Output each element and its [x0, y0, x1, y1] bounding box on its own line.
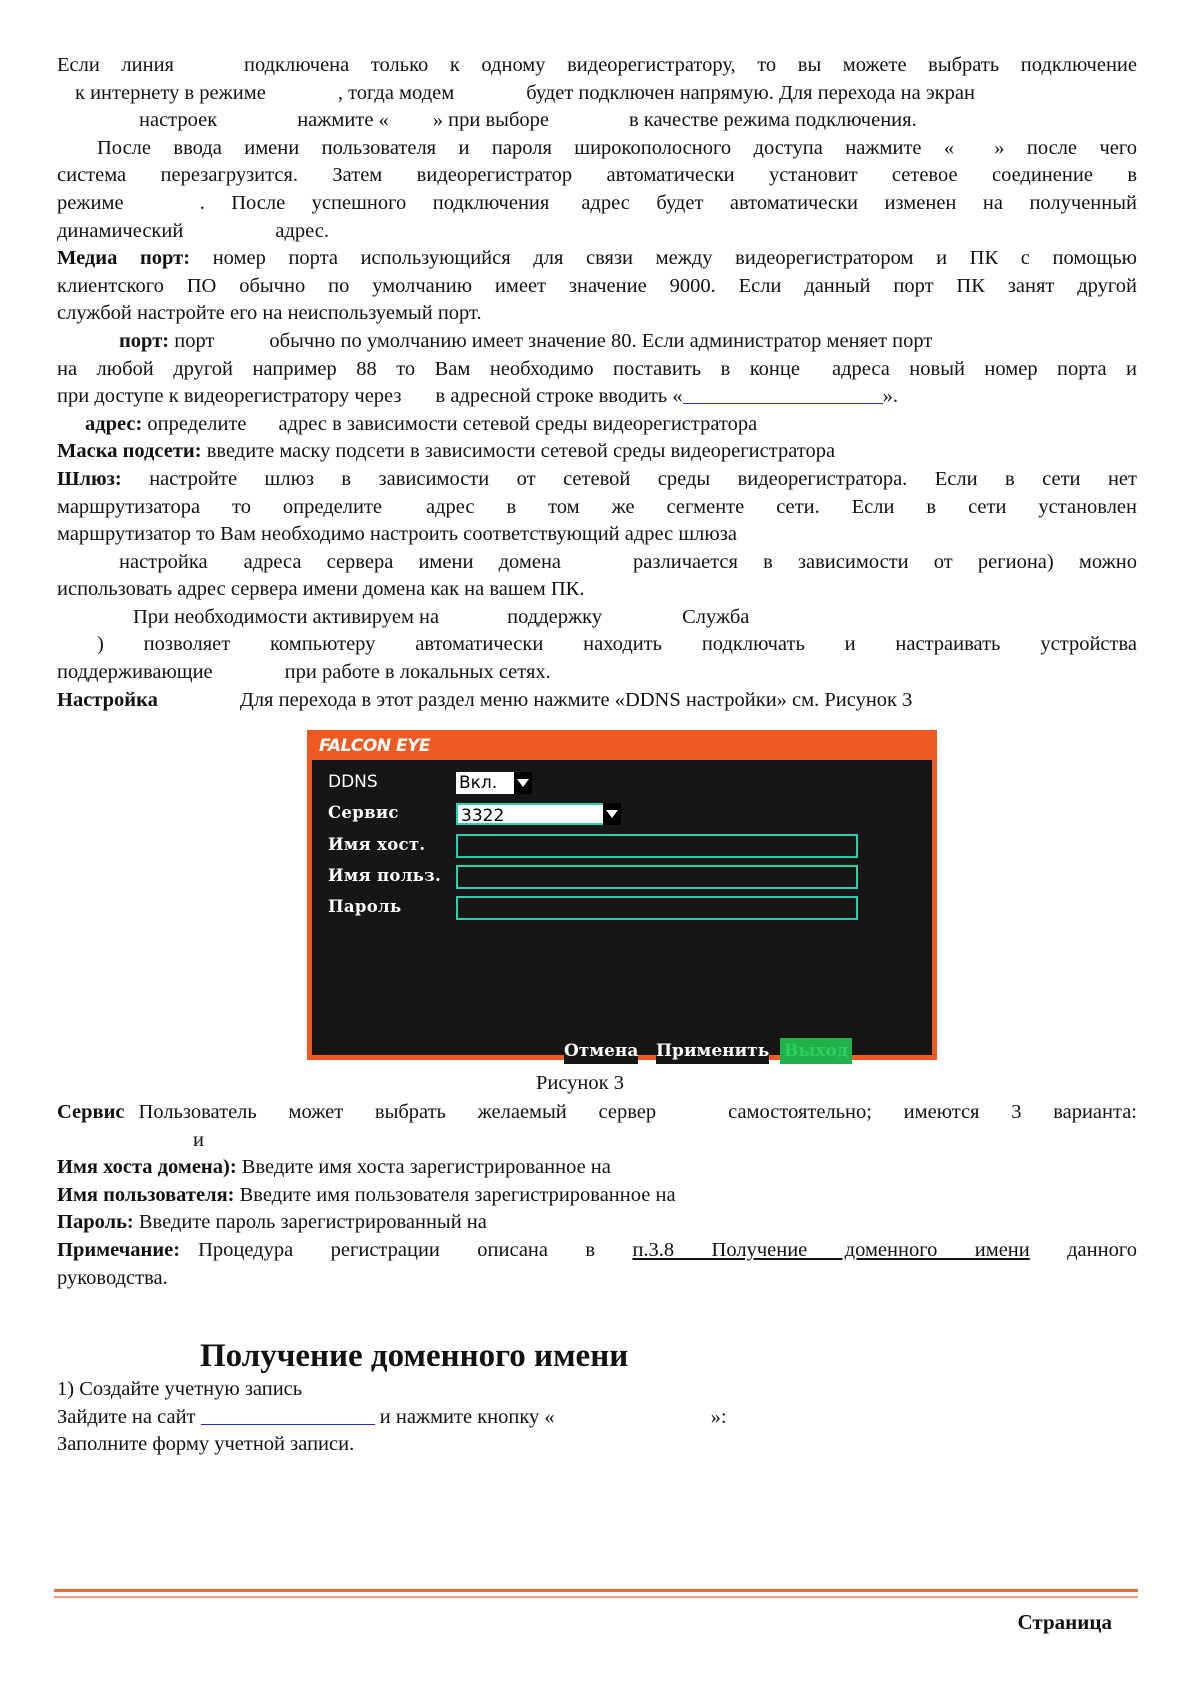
- section-reference-link[interactable]: п.3.8 Получение доменного имени: [632, 1238, 1030, 1261]
- http-port-line1: порт: порт обычно по умолчанию имеет значение 80. Если администратор меняет порт: [119, 329, 933, 352]
- brand-logo: FALCON EYE: [319, 736, 431, 756]
- hostname-label: Имя хост.: [328, 835, 426, 854]
- note-line2: руководства.: [57, 1266, 168, 1289]
- ddns-setup-label: Настройка: [57, 688, 158, 711]
- step-1: 1) Создайте учетную запись: [57, 1378, 303, 1401]
- media-port-label: Медиа порт:: [57, 247, 191, 270]
- footer-rule: [54, 1589, 1138, 1592]
- ddns-settings-screenshot: [307, 730, 937, 1060]
- gateway-line2: маршрутизатора то определите адрес в том же сегменте сети. Если в сети установлен: [57, 495, 1137, 518]
- cancel-button[interactable]: Отмена: [564, 1038, 638, 1064]
- ddns-label: DDNS: [328, 772, 378, 792]
- para2-line1: После ввода имени пользователя и пароля широкополосного доступа нажмите « » после чего: [97, 136, 1137, 159]
- note-label: Примечание:: [57, 1238, 181, 1261]
- step-3: Заполните форму учетной записи.: [57, 1433, 355, 1456]
- media-port-line1: Медиа порт: номер порта использующийся для связи между видеорегистратором и ПК с помощью: [57, 247, 1137, 270]
- service-select[interactable]: [456, 803, 621, 825]
- username-label: Имя польз.: [328, 866, 442, 885]
- http-port-label: порт:: [119, 329, 170, 352]
- service-value: 3322: [461, 806, 505, 826]
- para1-line3: настроек нажмите « » при выборе в качестве режима подключения.: [139, 109, 917, 132]
- website-blank-link[interactable]: [201, 1404, 375, 1425]
- chevron-down-icon: [603, 803, 621, 825]
- upnp-line3: поддерживающие при работе в локальных сетях.: [57, 661, 551, 684]
- gateway-line1: Шлюз: настройте шлюз в зависимости от сетевой среды видеорегистратора. Если в сети нет: [57, 467, 1137, 490]
- gateway-line3: маршрутизатор то Вам необходимо настроить соответствующий адрес шлюза: [57, 523, 737, 546]
- service-label-text: Сервис: [57, 1101, 125, 1123]
- exit-button[interactable]: Выход: [780, 1038, 852, 1064]
- para2-line3: режиме . После успешного подключения адрес будет автоматически изменен на полученный: [57, 191, 1137, 214]
- para2-line4: динамический адрес.: [57, 219, 329, 242]
- hostname-label-text: Имя хоста домена):: [57, 1156, 237, 1179]
- subnet-mask-line: Маска подсети: введите маску подсети в зависимости сетевой среды видеорегистратора: [57, 440, 836, 463]
- ddns-setup-line: Настройка Для перехода в этот раздел меню нажмите «DDNS настройки» см. Рисунок 3: [57, 688, 913, 711]
- page-footer: Страница: [1017, 1610, 1112, 1634]
- hostname-line: Имя хоста домена): Введите имя хоста зарегистрированное на: [57, 1156, 611, 1179]
- upnp-line1: При необходимости активируем на поддержку Служба: [133, 605, 750, 628]
- url-blank-link[interactable]: [683, 383, 883, 404]
- para2-line2: система перезагрузится. Затем видеорегистратор автоматически установит сетевое соединение в: [57, 164, 1137, 187]
- hostname-input[interactable]: [456, 834, 858, 858]
- http-port-line2: на любой другой например 88 то Вам необходимо поставить в конце адреса новый номер порта и: [57, 357, 1137, 380]
- ip-address-label: адрес:: [85, 412, 143, 435]
- ddns-toggle-value: Вкл.: [459, 773, 498, 793]
- username-input[interactable]: [456, 865, 858, 889]
- media-port-line2: клиентского ПО обычно по умолчанию имеет значение 9000. Если данный порт ПК занят другой: [57, 274, 1137, 297]
- username-label-text: Имя пользователя:: [57, 1183, 235, 1206]
- password-label: Пароль: [328, 897, 402, 916]
- gateway-label: Шлюз:: [57, 467, 122, 490]
- http-port-line3: при доступе к видеорегистратору через в адресной строке вводить « ».: [57, 385, 898, 408]
- ip-address-line: адрес: определите адрес в зависимости сетевой среды видеорегистратора: [85, 412, 758, 435]
- section-title: Получение доменного имени: [200, 1338, 629, 1375]
- figure-caption: Рисунок 3: [535, 1072, 624, 1094]
- ddns-settings-panel: [312, 760, 932, 1061]
- note-line1: Примечание: Процедура регистрации описана в п.3.8 Получение доменного имени данного: [57, 1238, 1137, 1261]
- document-body-lower: [57, 1099, 1137, 1459]
- password-input[interactable]: [456, 896, 858, 920]
- password-line: Пароль: Введите пароль зарегистрированный на: [57, 1211, 487, 1234]
- apply-button[interactable]: Применить: [656, 1038, 769, 1064]
- subnet-mask-label: Маска подсети:: [57, 440, 202, 463]
- service-label: Сервис: [328, 803, 399, 822]
- username-line: Имя пользователя: Введите имя пользователя зарегистрированное на: [57, 1183, 676, 1206]
- dns-line2: использовать адрес сервера имени домена как на вашем ПК.: [57, 578, 585, 601]
- upnp-line2: ) позволяет компьютеру автоматически находить подключать и настраивать устройства: [97, 633, 1137, 656]
- step-2: Зайдите на сайт и нажмите кнопку « »:: [57, 1405, 727, 1428]
- media-port-line3: службой настройте его на неиспользуемый порт.: [57, 302, 482, 325]
- footer-rule-thin: [54, 1596, 1138, 1598]
- service-line1: Сервис Пользователь может выбрать желаемый сервер самостоятельно; имеются 3 варианта:: [57, 1101, 1137, 1123]
- ddns-toggle-select[interactable]: [456, 772, 532, 794]
- para1-line1: Если линия подключена только к одному видеорегистратору, то вы можете выбрать подключение: [57, 54, 1137, 76]
- dns-line1: настройка адреса сервера имени домена различается в зависимости от региона) можно: [119, 550, 1137, 573]
- document-body: [57, 52, 1137, 714]
- chevron-down-icon: [514, 772, 532, 794]
- para1-line2: к интернету в режиме , тогда модем будет подключен напрямую. Для перехода на экран: [75, 81, 975, 104]
- password-label-text: Пароль:: [57, 1211, 134, 1234]
- service-line2: и: [193, 1128, 204, 1151]
